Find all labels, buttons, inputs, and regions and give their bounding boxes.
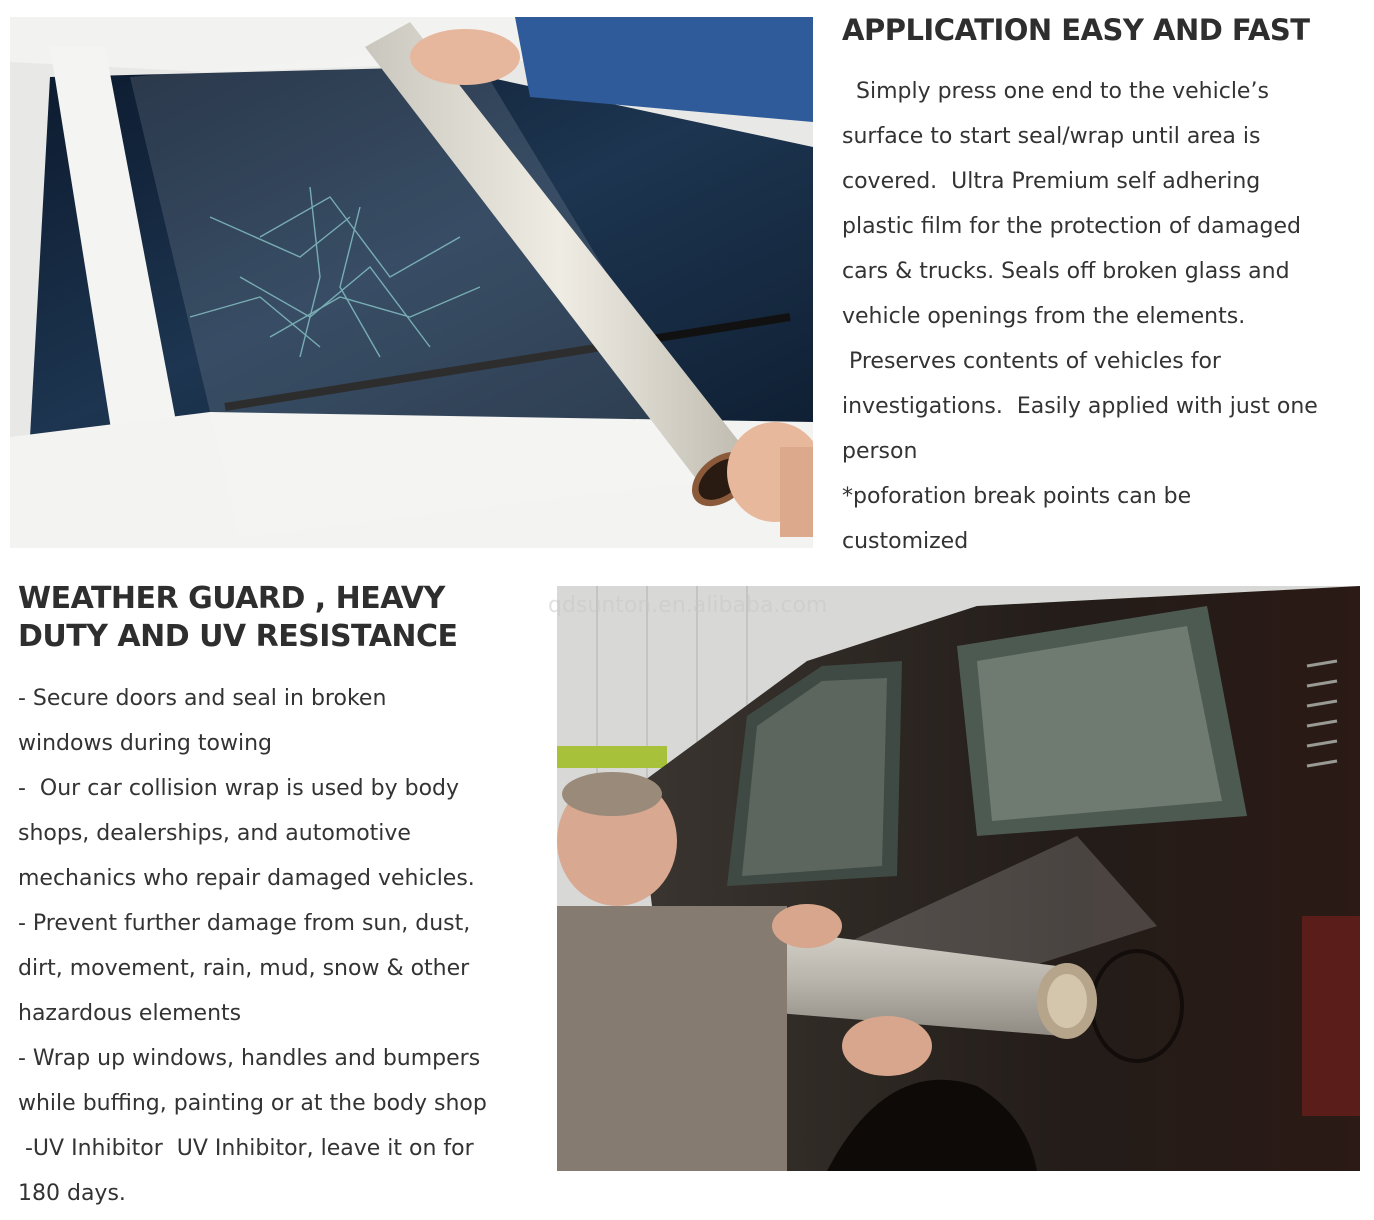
- section2-line: - Our car collision wrap is used by body: [18, 776, 460, 801]
- section2-line: shops, dealerships, and automotive: [18, 821, 411, 846]
- section1-line: surface to start seal/wrap until area is: [842, 124, 1261, 149]
- section1-line: investigations. Easily applied with just one: [842, 394, 1318, 419]
- section2-heading: [18, 580, 538, 656]
- section2-line: 180 days.: [18, 1181, 126, 1206]
- section2-body: [18, 676, 548, 1216]
- section2-heading-line-1: WEATHER GUARD , HEAVY: [18, 581, 445, 616]
- windshield-wrap-photo: [10, 17, 813, 548]
- section1-heading: APPLICATION EASY AND FAST: [842, 13, 1310, 47]
- watermark: qdsunton.en.alibaba.com: [548, 593, 828, 618]
- section2-heading-line-2: DUTY AND UV RESISTANCE: [18, 619, 458, 654]
- section1-line: *poforation break points can be: [842, 484, 1192, 509]
- section1-line: vehicle openings from the elements.: [842, 304, 1246, 329]
- section2-line: windows during towing: [18, 731, 272, 756]
- section2-line: dirt, movement, rain, mud, snow & other: [18, 956, 470, 981]
- section2-line: - Secure doors and seal in broken: [18, 686, 387, 711]
- section1-line: Preserves contents of vehicles for: [842, 349, 1221, 374]
- section2-line: while buffing, painting or at the body shop: [18, 1091, 487, 1116]
- section2-line: mechanics who repair damaged vehicles.: [18, 866, 475, 891]
- section1-line: Simply press one end to the vehicle’s: [842, 79, 1269, 104]
- section2-line: - Wrap up windows, handles and bumpers: [18, 1046, 481, 1071]
- section1-line: cars & trucks. Seals off broken glass and: [842, 259, 1290, 284]
- section2-line: - Prevent further damage from sun, dust,: [18, 911, 471, 936]
- section1-line: plastic film for the protection of damaged: [842, 214, 1301, 239]
- section1-line: covered. Ultra Premium self adhering: [842, 169, 1261, 194]
- suv-wrap-photo: [557, 586, 1360, 1171]
- section1-body: [842, 69, 1372, 564]
- section1-line: person: [842, 439, 918, 464]
- section1-line: customized: [842, 529, 969, 554]
- section2-line: -UV Inhibitor UV Inhibitor, leave it on for: [18, 1136, 474, 1161]
- section2-line: hazardous elements: [18, 1001, 242, 1026]
